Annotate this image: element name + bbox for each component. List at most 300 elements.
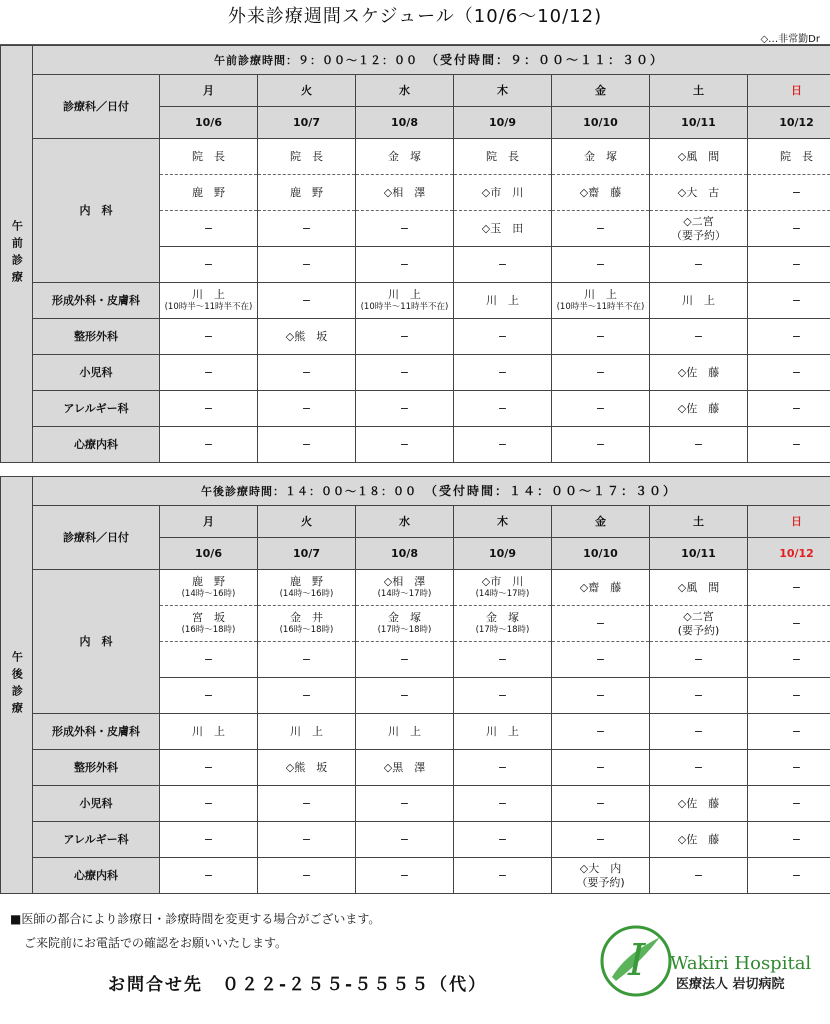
- schedule-cell: [258, 714, 356, 750]
- doctor-name: −: [791, 365, 802, 379]
- dept-label: 整形外科: [33, 319, 160, 355]
- logo-japanese: 医療法人 岩切病院: [676, 977, 785, 992]
- time-note: (17時〜18時): [475, 625, 530, 636]
- schedule-cell: [356, 750, 454, 786]
- doctor-name: ◇佐 藤: [677, 401, 720, 415]
- schedule-cell: [356, 858, 454, 894]
- doctor-name: −: [791, 257, 802, 271]
- doctor-name: 川 上: [388, 724, 421, 738]
- day-header: 月: [160, 75, 258, 107]
- dept-label: 整形外科: [33, 750, 160, 786]
- doctor-name: ◇相 澤: [383, 185, 426, 199]
- schedule-cell: [160, 139, 258, 175]
- schedule-cell: [356, 606, 454, 642]
- doctor-name: −: [203, 868, 214, 882]
- time-note: （要予約): [576, 875, 625, 889]
- reception-hours-text: （受付時間：９：００〜１１：３０）: [426, 52, 665, 67]
- doctor-name: −: [693, 724, 704, 738]
- doctor-name: −: [791, 688, 802, 702]
- schedule-cell: [552, 678, 650, 714]
- schedule-cell: [748, 391, 830, 427]
- schedule-cell: [650, 283, 748, 319]
- schedule-cell: [258, 858, 356, 894]
- schedule-cell: [258, 175, 356, 211]
- date-header: 10/12: [748, 107, 830, 139]
- doctor-name: −: [203, 688, 214, 702]
- schedule-cell: [454, 247, 552, 283]
- doctor-name: −: [203, 832, 214, 846]
- day-header: 木: [454, 75, 552, 107]
- doctor-name: ◇齋 藤: [579, 185, 622, 199]
- schedule-cell: [552, 355, 650, 391]
- doctor-name: −: [595, 329, 606, 343]
- doctor-name: −: [399, 257, 410, 271]
- doctor-name: −: [693, 329, 704, 343]
- doctor-name: −: [497, 832, 508, 846]
- date-header: 10/11: [650, 107, 748, 139]
- schedule-cell: [160, 606, 258, 642]
- schedule-cell: [650, 786, 748, 822]
- logo-emblem-icon: [598, 925, 813, 997]
- schedule-cell: [650, 750, 748, 786]
- reception-hours-text: （受付時間：１４：００〜１７：３０）: [425, 483, 678, 498]
- dept-label: アレルギー科: [33, 822, 160, 858]
- doctor-name: −: [301, 868, 312, 882]
- schedule-cell: [454, 786, 552, 822]
- schedule-cell: [748, 606, 830, 642]
- day-header: 金: [552, 75, 650, 107]
- doctor-name: −: [301, 221, 312, 235]
- time-note: (14時〜17時): [377, 589, 432, 600]
- doctor-name: −: [203, 401, 214, 415]
- doctor-name: −: [791, 580, 802, 594]
- doctor-name: ◇大 古: [677, 185, 720, 199]
- dept-label: 小児科: [33, 786, 160, 822]
- doctor-name: 院 長: [486, 149, 519, 163]
- schedule-cell: [454, 570, 552, 606]
- doctor-name: 鹿 野: [290, 575, 323, 589]
- schedule-cell: [160, 427, 258, 463]
- doctor-name: ◇二宮: [683, 609, 714, 623]
- schedule-cell: [454, 427, 552, 463]
- time-note: (10時半〜11時半不在): [360, 302, 449, 313]
- doctor-name: −: [497, 401, 508, 415]
- day-header: 金: [552, 506, 650, 538]
- doctor-name: −: [399, 329, 410, 343]
- schedule-cell: [258, 570, 356, 606]
- doctor-name: 川 上: [192, 288, 225, 302]
- logo-english: Wakiri Hospital: [670, 953, 812, 974]
- day-header: 土: [650, 506, 748, 538]
- doctor-name: −: [595, 760, 606, 774]
- doctor-name: ◇風 間: [677, 149, 720, 163]
- dept-label: 形成外科・皮膚科: [33, 283, 160, 319]
- schedule-cell: [160, 211, 258, 247]
- schedule-cell: [258, 211, 356, 247]
- doctor-name: −: [301, 401, 312, 415]
- page-title: 外来診療週間スケジュール（10/6〜10/12): [227, 6, 603, 27]
- day-header: 木: [454, 506, 552, 538]
- date-header: 10/11: [650, 538, 748, 570]
- doctor-name: ◇佐 藤: [677, 796, 720, 810]
- doctor-name: −: [203, 437, 214, 451]
- doctor-name: −: [791, 868, 802, 882]
- dept-label: 心療内科: [33, 427, 160, 463]
- schedule-cell: [748, 642, 830, 678]
- section-side-label: [1, 477, 33, 894]
- schedule-cell: [748, 247, 830, 283]
- time-note: (17時〜18時): [377, 625, 432, 636]
- section-heading: [33, 46, 830, 75]
- schedule-cell: [552, 858, 650, 894]
- doctor-name: 川 上: [290, 724, 323, 738]
- doctor-name: ◇相 澤: [383, 575, 426, 589]
- contact-phone: お問合せ先 ０２２-２５５-５５５５（代）: [108, 975, 488, 995]
- day-header: 土: [650, 75, 748, 107]
- doctor-name: −: [595, 616, 606, 630]
- doctor-name: −: [301, 796, 312, 810]
- doctor-name: −: [497, 760, 508, 774]
- schedule-cell: [160, 642, 258, 678]
- schedule-cell: [552, 391, 650, 427]
- schedule-cell: [748, 283, 830, 319]
- doctor-name: −: [693, 688, 704, 702]
- schedule-cell: [258, 283, 356, 319]
- section-heading: [33, 477, 830, 506]
- schedule-cell: [258, 822, 356, 858]
- schedule-cell: [650, 391, 748, 427]
- schedule-cell: [258, 391, 356, 427]
- doctor-name: −: [791, 796, 802, 810]
- schedule-cell: [356, 570, 454, 606]
- doctor-name: −: [301, 365, 312, 379]
- schedule-cell: [748, 175, 830, 211]
- doctor-name: −: [791, 616, 802, 630]
- date-header: 10/7: [258, 538, 356, 570]
- schedule-cell: [552, 283, 650, 319]
- time-note: (16時〜18時): [279, 625, 334, 636]
- doctor-name: ◇風 間: [677, 580, 720, 594]
- doctor-name: −: [301, 652, 312, 666]
- doctor-name: −: [203, 221, 214, 235]
- doctor-name: −: [497, 652, 508, 666]
- doctor-name: −: [203, 257, 214, 271]
- day-header: 火: [258, 75, 356, 107]
- doctor-name: −: [301, 257, 312, 271]
- doctor-name: ◇佐 藤: [677, 365, 720, 379]
- afternoon-schedule-table: [0, 476, 830, 894]
- doctor-name: ◇市 川: [481, 575, 524, 589]
- logo-letter: I: [628, 935, 646, 986]
- schedule-cell: [454, 642, 552, 678]
- schedule-cell: [356, 714, 454, 750]
- schedule-cell: [258, 139, 356, 175]
- schedule-cell: [454, 319, 552, 355]
- schedule-cell: [552, 211, 650, 247]
- doctor-name: −: [791, 652, 802, 666]
- doctor-name: −: [791, 724, 802, 738]
- schedule-cell: [160, 319, 258, 355]
- doctor-name: 川 上: [486, 724, 519, 738]
- schedule-cell: [356, 247, 454, 283]
- schedule-cell: [650, 678, 748, 714]
- day-header: 日: [748, 506, 830, 538]
- dept-date-label: 診療科／日付: [33, 75, 160, 139]
- doctor-name: −: [693, 868, 704, 882]
- schedule-cell: [650, 211, 748, 247]
- dept-naika: 内 科: [33, 570, 160, 714]
- schedule-cell: [454, 606, 552, 642]
- doctor-name: −: [693, 760, 704, 774]
- doctor-name: 川 上: [584, 288, 617, 302]
- doctor-name: 金 塚: [388, 611, 421, 625]
- legend-note: ◇…非常勤Dr: [760, 34, 820, 45]
- doctor-name: −: [497, 688, 508, 702]
- doctor-name: ◇佐 藤: [677, 832, 720, 846]
- schedule-cell: [454, 175, 552, 211]
- dept-label: 心療内科: [33, 858, 160, 894]
- schedule-cell: [552, 570, 650, 606]
- schedule-cell: [356, 211, 454, 247]
- schedule-cell: [650, 175, 748, 211]
- doctor-name: −: [791, 401, 802, 415]
- time-note: (16時〜18時): [181, 625, 236, 636]
- doctor-name: −: [791, 760, 802, 774]
- doctor-name: 鹿 野: [290, 185, 323, 199]
- doctor-name: −: [399, 652, 410, 666]
- hours-text: 午前診療時間：９：００〜１２：００: [214, 53, 418, 67]
- doctor-name: −: [301, 688, 312, 702]
- date-header: 10/8: [356, 538, 454, 570]
- schedule-cell: [160, 786, 258, 822]
- doctor-name: −: [791, 437, 802, 451]
- doctor-name: ◇二宮: [683, 214, 714, 228]
- time-note: (要予約): [677, 623, 720, 637]
- schedule-cell: [160, 714, 258, 750]
- doctor-name: ◇熊 坂: [285, 329, 328, 343]
- schedule-cell: [356, 283, 454, 319]
- schedule-cell: [160, 247, 258, 283]
- hours-text: 午後診療時間：１４：００〜１８：００: [201, 484, 417, 498]
- schedule-cell: [258, 319, 356, 355]
- schedule-cell: [552, 175, 650, 211]
- dept-label: 小児科: [33, 355, 160, 391]
- day-header: 水: [356, 506, 454, 538]
- schedule-cell: [356, 427, 454, 463]
- schedule-cell: [356, 822, 454, 858]
- schedule-cell: [552, 822, 650, 858]
- doctor-name: −: [497, 868, 508, 882]
- doctor-name: −: [791, 185, 802, 199]
- doctor-name: ◇黒 澤: [383, 760, 426, 774]
- doctor-name: −: [595, 796, 606, 810]
- schedule-cell: [258, 678, 356, 714]
- schedule-cell: [160, 175, 258, 211]
- doctor-name: −: [595, 365, 606, 379]
- doctor-name: −: [203, 365, 214, 379]
- doctor-name: −: [399, 832, 410, 846]
- doctor-name: −: [203, 796, 214, 810]
- schedule-cell: [160, 678, 258, 714]
- doctor-name: ◇玉 田: [481, 221, 524, 235]
- schedule-cell: [160, 355, 258, 391]
- schedule-cell: [650, 427, 748, 463]
- day-header: 火: [258, 506, 356, 538]
- doctor-name: 院 長: [192, 149, 225, 163]
- doctor-name: −: [791, 221, 802, 235]
- schedule-cell: [552, 642, 650, 678]
- doctor-name: 川 上: [388, 288, 421, 302]
- doctor-name: 鹿 野: [192, 185, 225, 199]
- schedule-cell: [356, 678, 454, 714]
- doctor-name: −: [399, 868, 410, 882]
- schedule-cell: [650, 714, 748, 750]
- time-note: (14時〜16時): [279, 589, 334, 600]
- hospital-logo: [598, 925, 813, 997]
- dept-label: 形成外科・皮膚科: [33, 714, 160, 750]
- schedule-cell: [650, 247, 748, 283]
- side-label-text: 午前診療: [10, 220, 24, 288]
- schedule-cell: [748, 570, 830, 606]
- doctor-name: ◇市 川: [481, 185, 524, 199]
- schedule-cell: [748, 822, 830, 858]
- schedule-cell: [748, 786, 830, 822]
- day-header: 月: [160, 506, 258, 538]
- date-header: 10/8: [356, 107, 454, 139]
- time-note: （要予約）: [671, 228, 726, 242]
- notice-change: ■医師の都合により診療日・診療時間を変更する場合がございます。: [10, 912, 381, 926]
- notice-confirm: ご来院前にお電話での確認をお願いいたします。: [24, 936, 288, 950]
- schedule-cell: [552, 427, 650, 463]
- schedule-cell: [748, 211, 830, 247]
- doctor-name: −: [791, 329, 802, 343]
- schedule-cell: [454, 822, 552, 858]
- doctor-name: −: [791, 832, 802, 846]
- schedule-cell: [552, 319, 650, 355]
- schedule-cell: [160, 750, 258, 786]
- schedule-cell: [552, 606, 650, 642]
- schedule-cell: [356, 642, 454, 678]
- time-note: (10時半〜11時半不在): [164, 302, 253, 313]
- schedule-cell: [160, 391, 258, 427]
- doctor-name: 川 上: [486, 293, 519, 307]
- doctor-name: −: [595, 688, 606, 702]
- schedule-cell: [454, 391, 552, 427]
- doctor-name: −: [399, 796, 410, 810]
- doctor-name: −: [693, 652, 704, 666]
- schedule-cell: [454, 283, 552, 319]
- schedule-cell: [650, 642, 748, 678]
- date-header: 10/9: [454, 538, 552, 570]
- doctor-name: 川 上: [192, 724, 225, 738]
- doctor-name: 院 長: [290, 149, 323, 163]
- doctor-name: −: [203, 652, 214, 666]
- schedule-cell: [552, 139, 650, 175]
- doctor-name: −: [301, 832, 312, 846]
- date-header: 10/6: [160, 107, 258, 139]
- schedule-cell: [650, 858, 748, 894]
- doctor-name: −: [203, 760, 214, 774]
- doctor-name: −: [497, 329, 508, 343]
- date-header: 10/9: [454, 107, 552, 139]
- schedule-cell: [454, 211, 552, 247]
- schedule-cell: [356, 319, 454, 355]
- schedule-cell: [356, 786, 454, 822]
- schedule-cell: [160, 858, 258, 894]
- doctor-name: −: [693, 257, 704, 271]
- time-note: (10時半〜11時半不在): [556, 302, 645, 313]
- side-label-text: 午後診療: [10, 651, 24, 719]
- section-side-label: [1, 46, 33, 463]
- day-header: 日: [748, 75, 830, 107]
- doctor-name: −: [595, 401, 606, 415]
- schedule-cell: [650, 822, 748, 858]
- schedule-cell: [160, 283, 258, 319]
- doctor-name: ◇熊 坂: [285, 760, 328, 774]
- schedule-cell: [748, 678, 830, 714]
- doctor-name: −: [595, 221, 606, 235]
- doctor-name: −: [399, 401, 410, 415]
- schedule-cell: [356, 175, 454, 211]
- doctor-name: 金 塚: [388, 149, 421, 163]
- dept-label: アレルギー科: [33, 391, 160, 427]
- doctor-name: −: [301, 293, 312, 307]
- doctor-name: 金 井: [290, 611, 323, 625]
- schedule-cell: [650, 355, 748, 391]
- schedule-cell: [258, 247, 356, 283]
- schedule-cell: [552, 247, 650, 283]
- morning-schedule-table: [0, 45, 830, 463]
- schedule-cell: [160, 822, 258, 858]
- doctor-name: −: [399, 221, 410, 235]
- date-header: 10/12: [748, 538, 830, 570]
- doctor-name: 宮 坂: [192, 611, 225, 625]
- doctor-name: −: [595, 652, 606, 666]
- date-header: 10/10: [552, 107, 650, 139]
- schedule-cell: [258, 786, 356, 822]
- doctor-name: −: [595, 724, 606, 738]
- schedule-cell: [552, 714, 650, 750]
- schedule-cell: [748, 355, 830, 391]
- date-header: 10/10: [552, 538, 650, 570]
- time-note: (14時〜17時): [475, 589, 530, 600]
- doctor-name: −: [497, 437, 508, 451]
- schedule-cell: [454, 714, 552, 750]
- schedule-cell: [356, 391, 454, 427]
- schedule-cell: [748, 319, 830, 355]
- doctor-name: −: [301, 437, 312, 451]
- doctor-name: −: [595, 832, 606, 846]
- doctor-name: ◇齋 藤: [579, 580, 622, 594]
- schedule-cell: [650, 570, 748, 606]
- schedule-cell: [258, 642, 356, 678]
- dept-naika: 内 科: [33, 139, 160, 283]
- doctor-name: 金 塚: [584, 149, 617, 163]
- schedule-cell: [552, 750, 650, 786]
- schedule-cell: [748, 750, 830, 786]
- doctor-name: −: [399, 688, 410, 702]
- schedule-cell: [748, 427, 830, 463]
- schedule-cell: [258, 355, 356, 391]
- doctor-name: 鹿 野: [192, 575, 225, 589]
- time-note: (14時〜16時): [181, 589, 236, 600]
- schedule-cell: [650, 319, 748, 355]
- doctor-name: −: [399, 437, 410, 451]
- doctor-name: 金 塚: [486, 611, 519, 625]
- schedule-cell: [454, 139, 552, 175]
- schedule-cell: [748, 139, 830, 175]
- schedule-cell: [356, 355, 454, 391]
